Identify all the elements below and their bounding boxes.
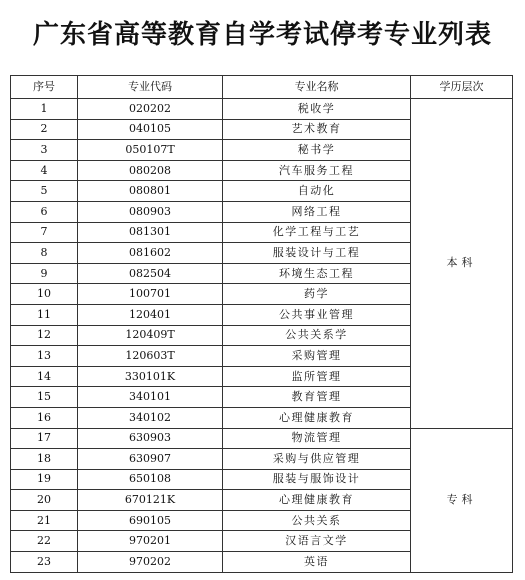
cell-seq: 11 (11, 304, 78, 325)
table-row (11, 428, 513, 449)
cell-seq: 16 (11, 407, 78, 428)
cell-seq: 23 (11, 552, 78, 573)
table-row (11, 99, 513, 120)
cell-seq: 18 (11, 449, 78, 470)
cell-seq: 17 (11, 428, 78, 449)
cell-seq: 9 (11, 263, 78, 284)
cell-name: 汉语言文学 (223, 531, 411, 552)
cell-name: 自动化 (223, 181, 411, 202)
cell-name: 网络工程 (223, 201, 411, 222)
cell-code: 970202 (78, 552, 223, 573)
cell-seq: 8 (11, 243, 78, 264)
cell-seq: 12 (11, 325, 78, 346)
cell-code: 120401 (78, 304, 223, 325)
cell-code: 690105 (78, 510, 223, 531)
table-body (11, 99, 513, 573)
cell-code: 080903 (78, 201, 223, 222)
header-seq: 序号 (11, 76, 78, 99)
cell-code: 080208 (78, 160, 223, 181)
cell-seq: 14 (11, 366, 78, 387)
cell-seq: 6 (11, 201, 78, 222)
cell-code: 081602 (78, 243, 223, 264)
cell-code: 630907 (78, 449, 223, 470)
cell-code: 100701 (78, 284, 223, 305)
cell-code: 650108 (78, 469, 223, 490)
cell-seq: 7 (11, 222, 78, 243)
cell-code: 120603T (78, 346, 223, 367)
cell-name: 艺术教育 (223, 119, 411, 140)
page-title: 广东省高等教育自学考试停考专业列表 (32, 20, 492, 50)
cell-name: 物流管理 (223, 428, 411, 449)
cell-seq: 1 (11, 99, 78, 120)
cell-seq: 19 (11, 469, 78, 490)
cell-code: 120409T (78, 325, 223, 346)
cell-seq: 4 (11, 160, 78, 181)
cell-name: 秘书学 (223, 140, 411, 161)
header-name: 专业名称 (223, 76, 411, 99)
cell-code: 670121K (78, 490, 223, 511)
cell-code: 080801 (78, 181, 223, 202)
cell-seq: 10 (11, 284, 78, 305)
cell-code: 340102 (78, 407, 223, 428)
cell-name: 采购与供应管理 (223, 449, 411, 470)
cell-name: 英语 (223, 552, 411, 573)
cell-name: 教育管理 (223, 387, 411, 408)
header-level: 学历层次 (411, 76, 513, 99)
cell-code: 040105 (78, 119, 223, 140)
cell-name: 环境生态工程 (223, 263, 411, 284)
cell-name: 心理健康教育 (223, 407, 411, 428)
cell-code: 330101K (78, 366, 223, 387)
cell-name: 汽车服务工程 (223, 160, 411, 181)
cell-name: 服装设计与工程 (223, 243, 411, 264)
cell-seq: 2 (11, 119, 78, 140)
cell-code: 081301 (78, 222, 223, 243)
cell-code: 050107T (78, 140, 223, 161)
cell-name: 公共事业管理 (223, 304, 411, 325)
cell-name: 公共关系 (223, 510, 411, 531)
cell-code: 082504 (78, 263, 223, 284)
header-code: 专业代码 (78, 76, 223, 99)
cell-seq: 15 (11, 387, 78, 408)
cell-code: 020202 (78, 99, 223, 120)
cell-seq: 5 (11, 181, 78, 202)
table-header-row (11, 76, 513, 99)
cell-seq: 13 (11, 346, 78, 367)
cell-seq: 3 (11, 140, 78, 161)
cell-name: 药学 (223, 284, 411, 305)
cell-level: 专科 (411, 428, 513, 572)
cell-name: 税收学 (223, 99, 411, 120)
cell-name: 服装与服饰设计 (223, 469, 411, 490)
cell-name: 化学工程与工艺 (223, 222, 411, 243)
cell-name: 心理健康教育 (223, 490, 411, 511)
cell-level: 本科 (411, 99, 513, 429)
cell-seq: 22 (11, 531, 78, 552)
cell-code: 970201 (78, 531, 223, 552)
cell-code: 630903 (78, 428, 223, 449)
cell-seq: 21 (11, 510, 78, 531)
suspended-majors-table (10, 75, 513, 573)
cell-name: 监所管理 (223, 366, 411, 387)
cell-seq: 20 (11, 490, 78, 511)
cell-name: 采购管理 (223, 346, 411, 367)
cell-code: 340101 (78, 387, 223, 408)
cell-name: 公共关系学 (223, 325, 411, 346)
